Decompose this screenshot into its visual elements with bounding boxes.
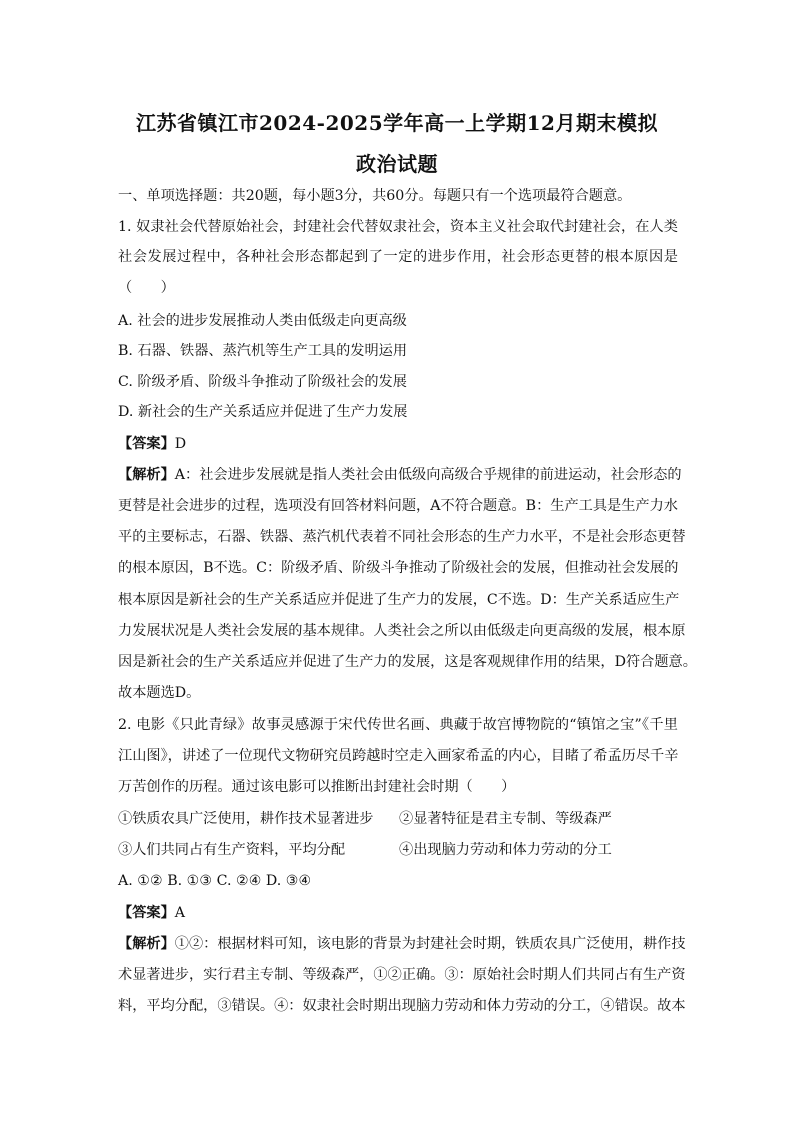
q1-analysis-line: 【解析】A：社会进步发展就是指人类社会由低级向高级合乎规律的前进运动，社会形态的 <box>118 467 682 483</box>
q1-answer-value: D <box>174 436 187 452</box>
q1-analysis-line: 更替是社会进步的过程，选项没有回答材料问题，A不符合题意。B：生产工具是生产力水 <box>118 498 678 514</box>
q2-stem-line: 2. 电影《只此青绿》故事灵感源于宋代传世名画、典藏于故宫博物院的“镇馆之宝”《千里 <box>118 717 678 733</box>
q1-analysis-line: 平的主要标志，石器、铁器、蒸汽机代表着不同社会形态的生产力水平，不是社会形态更替 <box>118 529 686 545</box>
q1-option-c: C. 阶级矛盾、阶级斗争推动了阶级社会的发展 <box>118 374 407 390</box>
q1-answer <box>118 435 678 453</box>
q1-analysis-line: 根本原因是新社会的生产关系适应并促进了生产力的发展，C不选。D：生产关系适应生产 <box>118 592 680 608</box>
q2-statement-1: ①铁质农具广泛使用，耕作技术显著进步 <box>118 811 374 827</box>
document-title: 江苏省镇江市2024-2025学年高一上学期12月期末模拟 <box>136 111 658 135</box>
q1-analysis-line: 的根本原因，B不选。C：阶级矛盾、阶级斗争推动了阶级社会的发展，但推动社会发展的 <box>118 560 679 576</box>
q2-statement-3: ③人们共同占有生产资料，平均分配 <box>118 842 346 858</box>
section-heading: 一、单项选择题：共20题，每小题3分，共60分。每题只有一个选项最符合题意。 <box>118 188 632 204</box>
q1-analysis-label: 【解析】 <box>118 467 175 483</box>
q2-analysis-line: 料，平均分配，③错误。④：奴隶社会时期出现脑力劳动和体力劳动的分工，④错误。故本 <box>118 998 686 1014</box>
q2-stem-line: 江山图》，讲述了一位现代文物研究员跨越时空走入画家希孟的内心，目睹了希孟历尽千辛 <box>118 748 679 764</box>
q2-options: A. ①② B. ①③ C. ②④ D. ③④ <box>118 873 312 889</box>
q2-analysis-label: 【解析】 <box>118 936 175 952</box>
q1-stem-line: （ ） <box>118 280 175 296</box>
q2-answer-value: A <box>174 905 186 921</box>
q2-analysis-line: 术显著进步，实行君主专制、等级森严，①②正确。③：原始社会时期人们共同占有生产资 <box>118 967 686 983</box>
q2-answer <box>118 904 678 922</box>
q2-stem-line: 万苦创作的历程。通过该电影可以推断出封建社会时期（ ） <box>118 779 516 795</box>
q1-stem-line: 社会发展过程中，各种社会形态都起到了一定的进步作用，社会形态更替的根本原因是 <box>118 249 678 265</box>
q1-analysis-line: 故本题选D。 <box>118 685 201 701</box>
q1-stem-line: 1. 奴隶社会代替原始社会，封建社会代替奴隶社会，资本主义社会取代封建社会，在人类 <box>118 219 678 235</box>
document-subtitle: 政治试题 <box>356 152 438 176</box>
q2-statement-4: ④出现脑力劳动和体力劳动的分工 <box>399 842 612 858</box>
q1-option-d: D. 新社会的生产关系适应并促进了生产力发展 <box>118 404 408 420</box>
q1-option-a: A. 社会的进步发展推动人类由低级走向更高级 <box>118 313 407 329</box>
q1-analysis-line: 因是新社会的生产关系适应并促进了生产力的发展，这是客观规律作用的结果，D符合题意。 <box>118 654 697 670</box>
q2-answer-label: 【答案】 <box>118 905 175 921</box>
q1-analysis-line: 力发展状况是人类社会发展的基本规律。人类社会之所以由低级走向更高级的发展，根本原 <box>118 623 686 639</box>
q2-analysis-line: 【解析】①②：根据材料可知，该电影的背景为封建社会时期，铁质农具广泛使用，耕作技 <box>118 936 686 952</box>
q1-option-b: B. 石器、铁器、蒸汽机等生产工具的发明运用 <box>118 343 408 359</box>
q2-statement-2: ②显著特征是君主专制、等级森严 <box>399 811 612 827</box>
q1-answer-label: 【答案】 <box>118 436 175 452</box>
